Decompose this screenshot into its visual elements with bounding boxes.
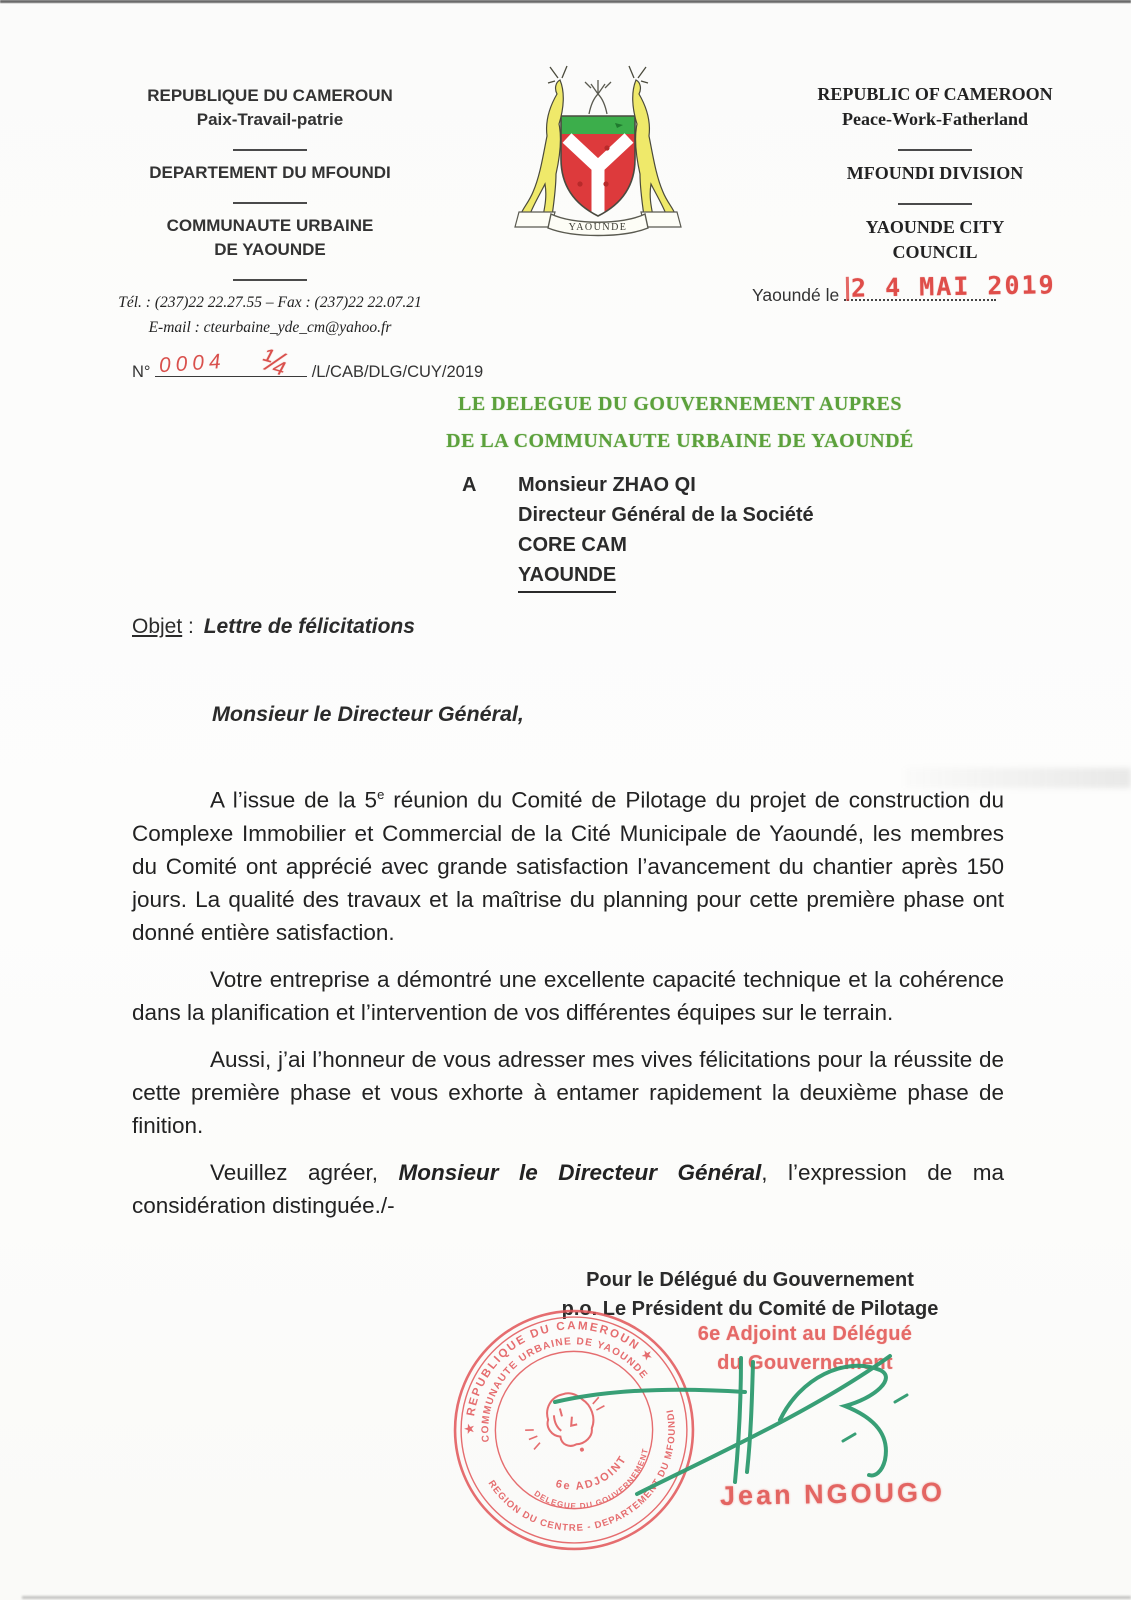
motto-en: Peace-Work-Fatherland	[842, 109, 1028, 129]
recipient-block	[462, 470, 814, 593]
salutation: Monsieur le Directeur Général,	[212, 702, 524, 726]
country-en: REPUBLIC OF CAMEROON	[817, 84, 1053, 104]
stamp-outer-top-text: ★ REPUBLIQUE DU CAMEROUN ★	[464, 1320, 656, 1435]
role-stamp-line2: du Gouvernement	[717, 1352, 893, 1374]
p4-post: , l’expression de ma considération distinguée./-	[132, 1159, 1005, 1218]
recipient-company: CORE CAM	[518, 534, 627, 556]
country-fr: REPUBLIQUE DU CAMEROUN	[147, 86, 393, 105]
stamp-inner-top-text: COMMUNAUTE URBAINE DE YAOUNDE	[480, 1336, 650, 1443]
tel-fax-line: Tél. : (237)22 22.27.55 – Fax : (237)22 22.07.21	[118, 294, 422, 311]
letterhead-french	[70, 84, 470, 339]
gazelle-right	[629, 66, 675, 216]
subject-value: Lettre de félicitations	[203, 615, 415, 638]
ref-prefix: N°	[132, 363, 151, 381]
letterhead-english	[735, 82, 1131, 265]
role-stamp-line1: 6e Adjoint au Délégué	[697, 1323, 913, 1345]
paragraph-2: Votre entreprise a démontré une excellente capacité technique et la cohérence dans la planification et l’intervention de vos différentes équipes sur le terrain.	[132, 966, 1004, 1025]
recipient-name: Monsieur ZHAO QI	[518, 474, 696, 496]
stamp-center-role1: 6e ADJOINT	[554, 1452, 630, 1493]
recipient-title: Directeur Général de la Société	[518, 504, 814, 526]
division-fr: DEPARTEMENT DU MFOUNDI	[149, 163, 391, 182]
council-fr-line1: COMMUNAUTE URBAINE	[166, 216, 374, 235]
coat-of-arms	[503, 64, 693, 239]
reference-line	[132, 341, 484, 382]
council-en-line1: YAOUNDE CITY	[865, 217, 1005, 237]
divider	[898, 203, 972, 205]
divider	[233, 202, 307, 204]
recipient-lines	[518, 470, 814, 593]
paragraph-3: Aussi, j’ai l’honneur de vous adresser mes vives félicitations pour la réussite de cette première phase et vous exhorte à entamer rapidement la deuxième phase de finition.	[132, 1046, 1004, 1138]
motto-fr: Paix-Travail-patrie	[196, 110, 344, 129]
stamp-outer-bottom-text: REGION DU CENTRE - DEPARTEMENT DU MFOUNDI	[485, 1407, 678, 1534]
p1-superscript: e	[377, 787, 385, 802]
paragraph-4	[132, 1156, 1004, 1222]
scan-edge-top	[0, 0, 1131, 3]
paragraph-1	[132, 778, 1004, 949]
crest-antlers	[585, 80, 611, 114]
ref-handwritten-fraction: ¼	[256, 341, 292, 382]
email-line: E-mail : cteurbaine_yde_cm@yahoo.fr	[148, 319, 392, 336]
subject-line	[132, 615, 415, 639]
date-line	[752, 270, 1056, 306]
council-fr-line2: DE YAOUNDE	[214, 240, 326, 259]
p1-post: réunion du Comité de Pilotage du projet de construction du Complexe Immobilier et Commercial de la Cité Municipale de Yaoundé, les membres du Comité ont apprécié avec grande satisfaction l’avancement du chantier après 150 jours. La qualité des travaux et la maîtrise du planning pour cette première phase ont donné entière satisfaction.	[132, 787, 1004, 945]
p4-emphasis: Monsieur le Directeur Général	[398, 1159, 762, 1185]
divider	[233, 149, 307, 151]
gazelle-left	[521, 66, 567, 216]
date-stamp: 2 4 MAI 2019	[846, 270, 1056, 303]
signature-for-line: Pour le Délégué du Gouvernement	[586, 1269, 914, 1291]
letter-body	[132, 778, 1004, 1236]
sender-title	[430, 386, 930, 460]
recipient-marker: A	[462, 474, 477, 496]
p4-pre: Veuillez agréer,	[210, 1159, 399, 1185]
council-en-line2: COUNCIL	[892, 242, 978, 262]
p1-pre: A l’issue de la 5	[210, 787, 378, 813]
sender-title-line1: LE DELEGUE DU GOUVERNEMENT AUPRES	[458, 393, 902, 415]
sender-title-line2: DE LA COMMUNAUTE URBAINE DE YAOUNDÉ	[446, 430, 914, 452]
recipient-city: YAOUNDE	[518, 560, 616, 593]
divider	[233, 279, 307, 281]
subject-label: Objet	[132, 615, 183, 638]
ref-handwritten-number: 0004	[158, 349, 227, 378]
subject-separator: :	[182, 615, 194, 638]
name-stamp: Jean NGOUGO	[719, 1477, 946, 1511]
ref-blank-line	[155, 341, 307, 382]
banner-text: YAOUNDE	[568, 222, 628, 233]
division-en: MFOUNDI DIVISION	[846, 163, 1024, 183]
scan-edge-bottom	[22, 1596, 1131, 1599]
stamp-center-role2: DELEGUE DU GOUVERNEMENT	[532, 1447, 651, 1511]
date-prefix: Yaoundé le	[752, 285, 840, 305]
signature-po-line: p.o. Le Président du Comité de Pilotage	[561, 1298, 939, 1320]
ref-suffix: /L/CAB/DLG/CUY/2019	[311, 363, 484, 381]
divider	[898, 149, 972, 151]
